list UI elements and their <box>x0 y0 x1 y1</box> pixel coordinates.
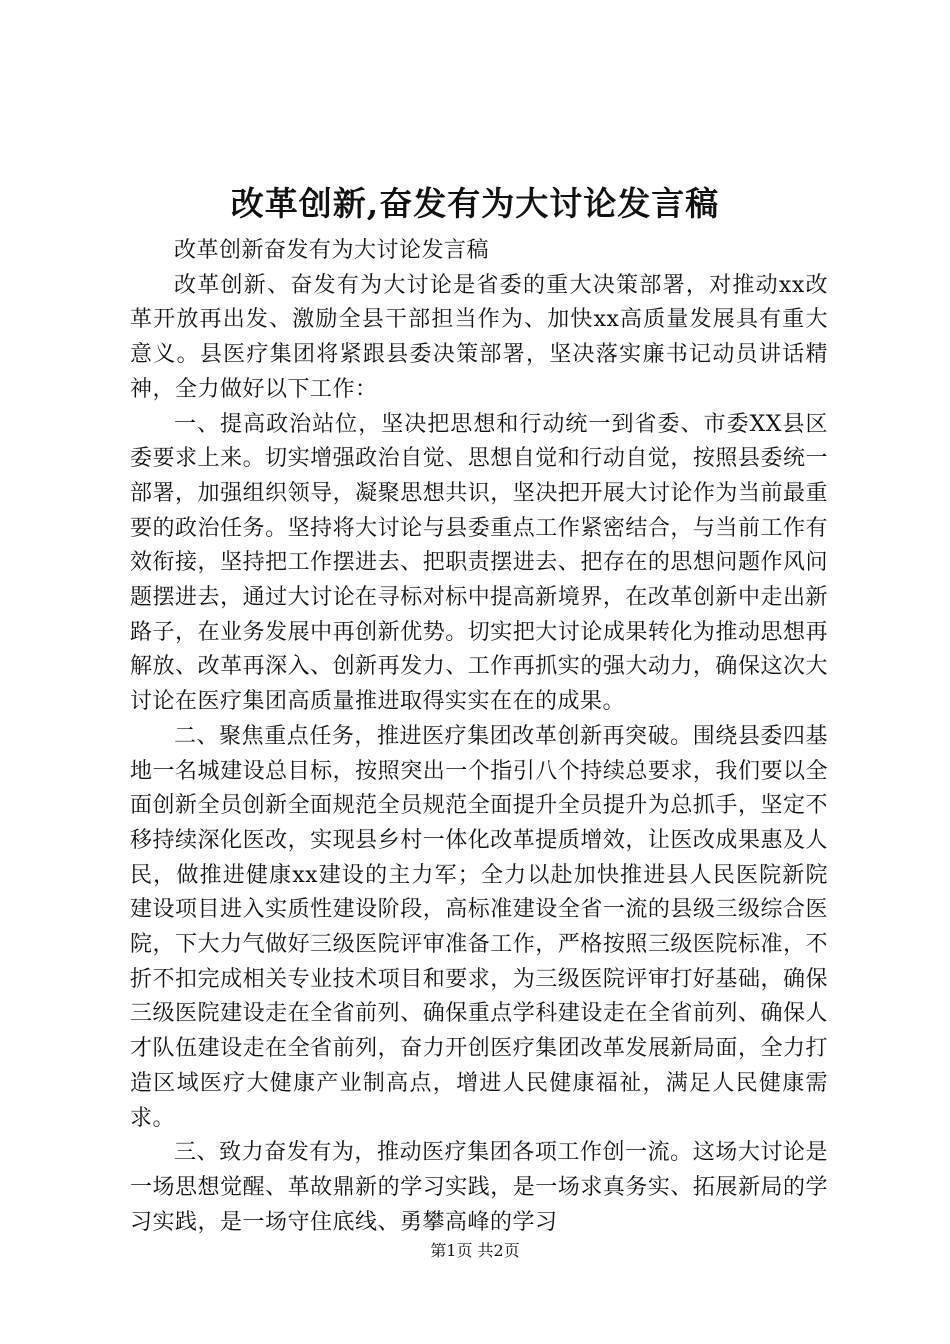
paragraph-section-2: 二、聚焦重点任务，推进医疗集团改革创新再突破。围绕县委四基地一名城建设总目标，按照突出一个指引八个持续总要求，我们要以全面创新全员创新全面规范全员规范全面提升全员提升为总抓手，坚定不移持续深化医改，实现县乡村一体化改革提质增效，让医改成果惠及人民，做推进健康xx建设的主力军；全力以赴加快推进县人民医院新院建设项目进入实质性建设阶段，高标准建设全省一流的县级三级综合医院，下大力气做好三级医院评审准备工作，严格按照三级医院标准，不折不扣完成相关专业技术项目和要求，为三级医院评审打好基础，确保三级医院建设走在全省前列、确保重点学科建设走在全省前列、确保人才队伍建设走在全省前列，奋力开创医疗集团改革发展新局面，全力打造区域医疗大健康产业制高点，增进人民健康福祉，满足人民健康需求。 <box>130 723 828 1131</box>
paragraph-section-3: 三、致力奋发有为，推动医疗集团各项工作创一流。这场大讨论是一场思想觉醒、革故鼎新的学习实践，是一场求真务实、拓展新局的学习实践，是一场守住底线、勇攀高峰的学习 <box>130 1140 828 1235</box>
document-body <box>130 234 828 1240</box>
page-number-footer: 第1页 共2页 <box>430 1241 520 1260</box>
document-title: 改革创新,奋发有为大讨论发言稿 <box>230 184 720 223</box>
paragraph-section-1: 一、提高政治站位，坚决把思想和行动统一到省委、市委XX县区委要求上来。切实增强政治自觉、思想自觉和行动自觉，按照县委统一部署，加强组织领导，凝聚思想共识，坚决把开展大讨论作为当前最重要的政治任务。坚持将大讨论与县委重点工作紧密结合，与当前工作有效衔接，坚持把工作摆进去、把职责摆进去、把存在的思想问题作风问题摆进去，通过大讨论在寻标对标中提高新境界，在改革创新中走出新路子，在业务发展中再创新优势。切实把大讨论成果转化为推动思想再解放、改革再深入、创新再发力、工作再抓实的强大动力，确保这次大讨论在医疗集团高质量推进取得实实在在的成果。 <box>130 411 828 715</box>
paragraph-subtitle: 改革创新奋发有为大讨论发言稿 <box>174 238 490 263</box>
paragraph-intro: 改革创新、奋发有为大讨论是省委的重大决策部署，对推动xx改革开放再出发、激励全县干部担当作为、加快xx高质量发展具有重大意义。县医疗集团将紧跟县委决策部署，坚决落实廉书记动员讲话精神，全力做好以下工作： <box>130 272 828 402</box>
